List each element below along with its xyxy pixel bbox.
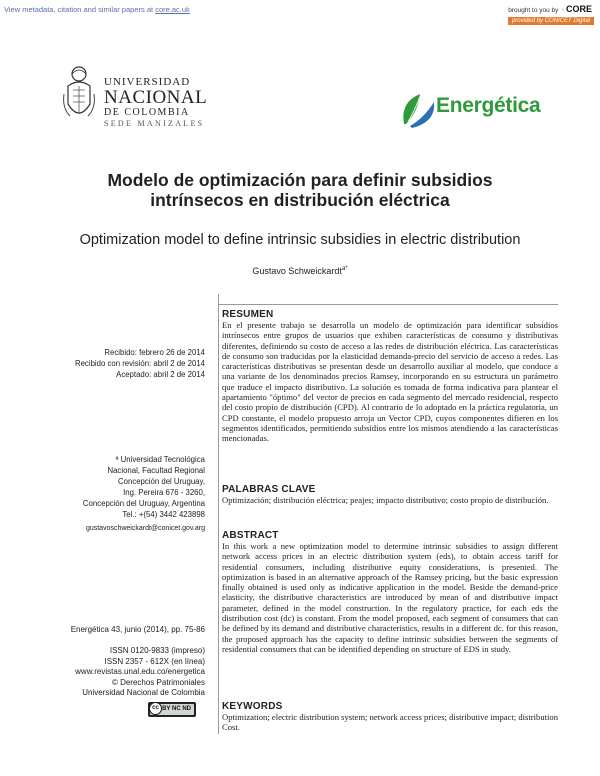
affiliation-phone: Tel.: +(54) 3442 423898 (122, 510, 205, 519)
affiliation-line1: ª Universidad Tecnológica (115, 455, 205, 464)
core-banner (0, 0, 600, 24)
rights-notice: © Derechos Patrimoniales (111, 677, 205, 687)
publication-block (40, 646, 205, 699)
affiliation-line5: Concepción del Uruguay, Argentina (82, 499, 205, 508)
issn-online: ISSN 2357 - 612X (en línea) (104, 656, 205, 666)
publisher-name: Universidad Nacional de Colombia (82, 688, 205, 697)
core-brand-name: CORE (565, 4, 592, 14)
column-divider (218, 294, 219, 734)
journal-website[interactable]: www.revistas.unal.edu.co/energetica (75, 667, 205, 676)
keywords-heading: KEYWORDS (222, 701, 283, 712)
paper-title (60, 170, 540, 210)
issue-line: Energética 43, junio (2014), pp. 75-86 (70, 625, 205, 634)
keywords-section (222, 701, 558, 733)
university-wordmark (104, 76, 207, 128)
resumen-section (222, 309, 558, 444)
affiliation-line2: Nacional, Facultad Regional (107, 466, 205, 475)
university-line2: NACIONAL (104, 87, 208, 108)
abstract-heading: ABSTRACT (222, 530, 279, 541)
core-link-text: View metadata, citation and similar papers at (4, 5, 156, 14)
palabras-clave-heading: PALABRAS CLAVE (222, 484, 316, 495)
brought-by-text: brought to you by (508, 7, 559, 14)
title-line2: intrínsecos en distribución eléctrica (150, 190, 450, 210)
abstract-section (222, 530, 558, 654)
issn-print: ISSN 0120-9833 (impreso) (109, 646, 205, 655)
university-line4: SEDE MANIZALES (104, 119, 205, 128)
title-line1: Modelo de optimización para definir subsidios (107, 170, 493, 190)
keywords-text: Optimization; electric distribution system; network access prices; distributive impact; distribution Cost. (222, 712, 558, 733)
abstract-text: In this work a new optimization model to determine intrinsic subsidies to assign different network access prices in an electric distribution system (eds), to obtain access tariff for residential consumers, including distributive equity considerations, is presented. The optimization is based in an alternative approach of the Ramsey pricing, but the basic expression finally obtained is used only as indicative application in the model. Beside the demand-price elasticity, the distributive characteristics are introduced by mean of and distributive impact parameter, defined in the model construction. In the regulatory practice, for each eds the distribution cost (dc) is constant. From the model proposed, each segment of consumers that can be defined by its demand and distributive characteristics, results in a different dc. for this reason, the proposed approach has the capacity to define intrinsic subsidies between the segments of residential consumers that can be identified depending on structure of EDS in study. (222, 541, 558, 654)
palabras-clave-text: Optimización; distribución eléctrica; peajes; impacto distributivo; costo propio de distribución. (222, 495, 549, 505)
core-logo-icon: ◔ (560, 7, 565, 14)
affiliation-line4: Ing. Pereira 676 - 3260, (123, 488, 205, 497)
author-line (200, 266, 400, 276)
cc-license-label: BY NC ND (150, 704, 194, 715)
affiliation-line3: Concepción del Uruguay, (118, 477, 205, 486)
affiliation-block (60, 454, 205, 534)
university-seal-icon (60, 64, 98, 126)
palabras-clave-section (222, 484, 558, 505)
dates-block (60, 347, 205, 380)
journal-leaf-icon (398, 88, 438, 132)
cc-icon: cc (149, 702, 162, 715)
journal-name: Energética (436, 94, 541, 117)
university-line1: UNIVERSIDAD (104, 76, 191, 88)
core-brand[interactable] (508, 4, 592, 14)
author-mark: a* (341, 266, 348, 272)
author-name: Gustavo Schweickardt (252, 266, 342, 276)
core-metadata-link[interactable] (4, 5, 190, 14)
header-divider (218, 304, 558, 305)
journal-logo (398, 88, 548, 132)
resumen-heading: RESUMEN (222, 309, 274, 320)
accepted-date: Aceptado: abril 2 de 2014 (116, 370, 205, 379)
revised-date: Recibido con revisión: abril 2 de 2014 (74, 359, 205, 368)
author-email[interactable]: gustavoschweickardt@conicet.gov.arg (85, 525, 205, 532)
provided-by-badge: provided by CONICET Digital (508, 17, 594, 25)
university-line3: DE COLOMBIA (104, 107, 190, 118)
core-anchor[interactable]: core.ac.uk (155, 5, 190, 14)
university-logo (60, 62, 210, 134)
received-date: Recibido: febrero 26 de 2014 (104, 348, 205, 357)
cc-license-badge[interactable] (148, 702, 196, 717)
resumen-text: En el presente trabajo se desarrolla un modelo de optimización para identificar subsidios intrínsecos entre grupos de usuarios que exhiben características de consumo y distributivas diferentes, definiendo su costo de acceso a las redes de distribución eléctrica. Las características de consumo son traducidas por la elasticidad demanda-precio del servicio de acceso a redes. Las características distributivas se presentan desde un desarrollo auxiliar al modelo, que conduce a una variante de los denominados precios Ramsey, incorporando en su estructura un parámetro que traduce el impacto distributivo. La solución es tomada de forma indicativa para plantear el apartamiento "óptimo" del vector de precios en cada segmento del mercado residencial, respecto del costo propio de distribución (CPD). Al contrario de lo adoptado en la práctica regulatoria, un CPD constante, el modelo propuesto arroja un Vector CPD, cuyos componentes difieren en los segmentos identificados, permitiendo subsidios entre los mismos atendiendo a las características mencionadas. (222, 320, 558, 444)
paper-subtitle: Optimization model to define intrinsic subsidies in electric distribution (79, 232, 521, 248)
